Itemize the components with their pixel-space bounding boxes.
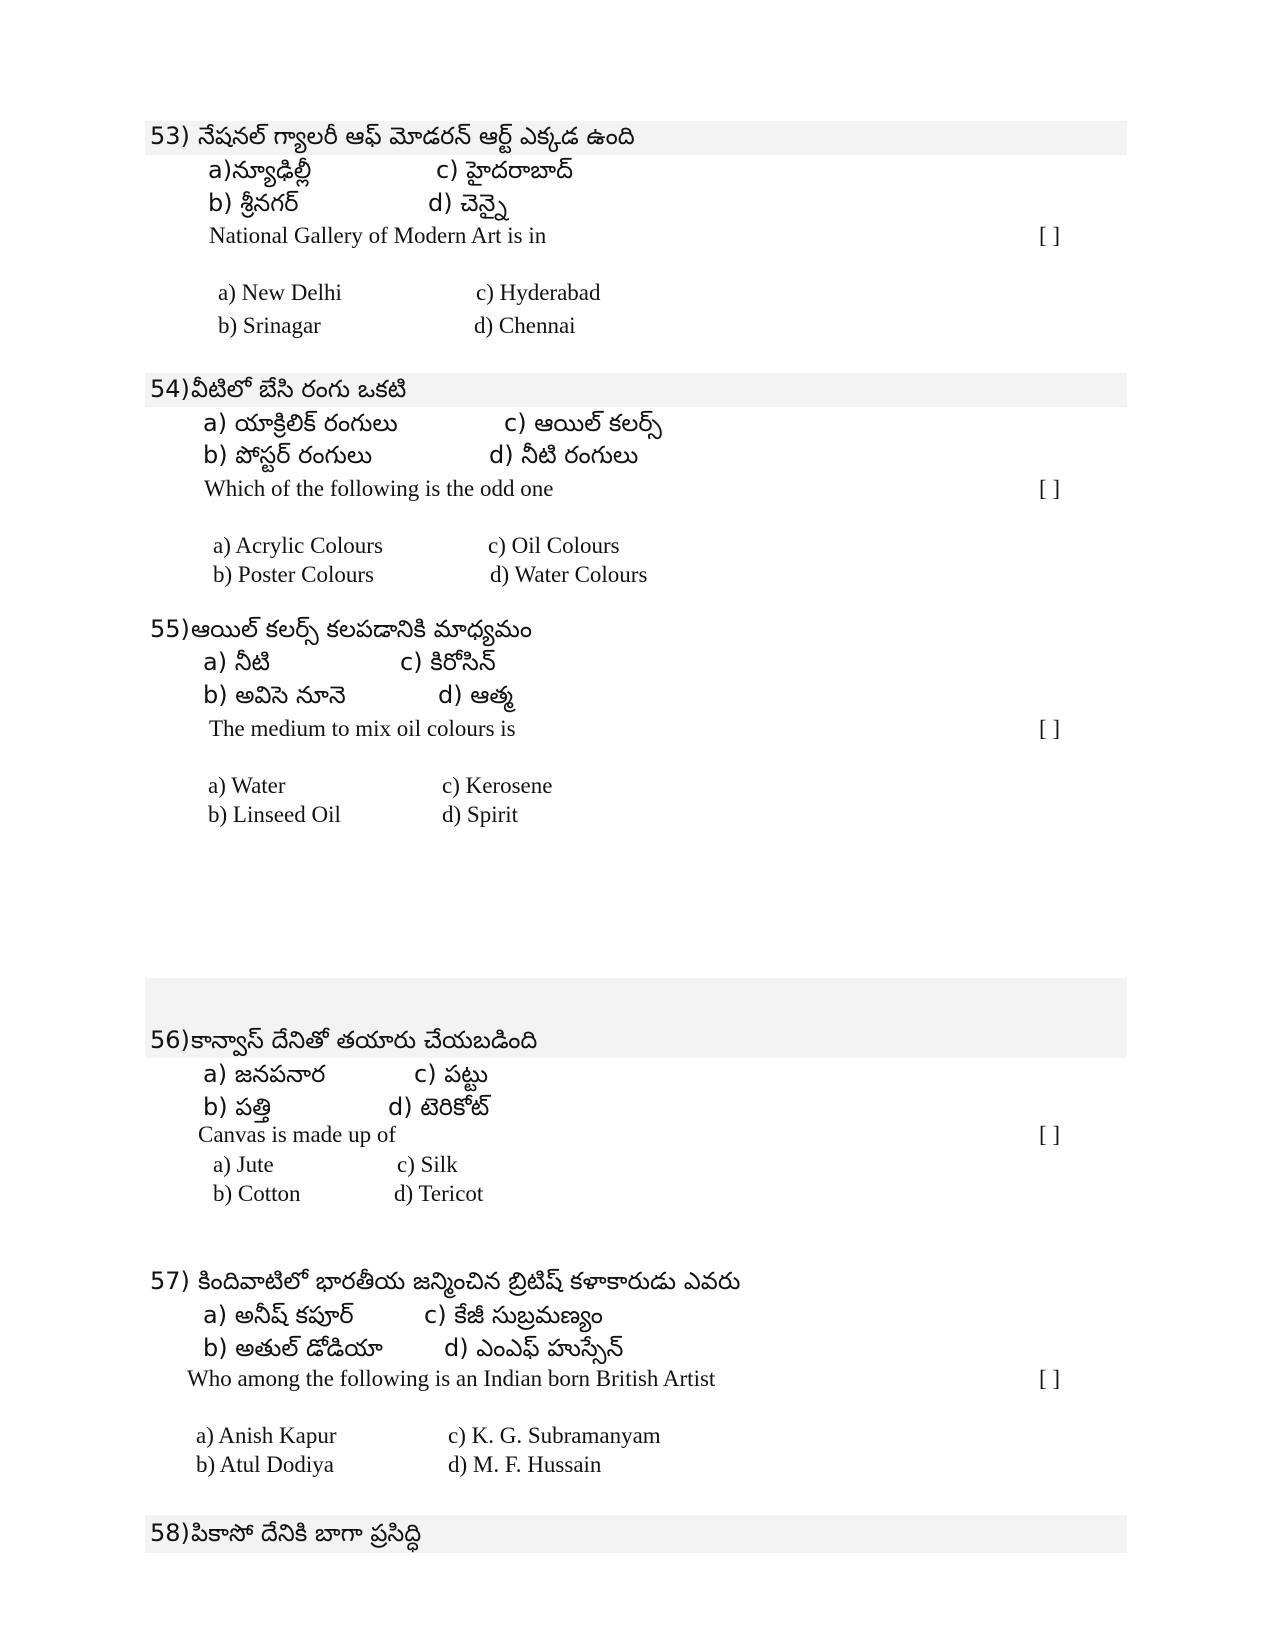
english-option-b: b) Cotton [213,1181,301,1206]
telugu-option-d: d) టెరికోట్ [388,1093,490,1121]
english-option-b: b) Poster Colours [213,562,374,587]
question-number: 56) [150,1026,190,1054]
answer-box[interactable]: [ ] [1039,223,1061,248]
question-number: 55) [150,615,190,643]
question-number: 54) [150,375,190,403]
answer-box[interactable]: [ ] [1039,716,1061,741]
telugu-question: కిందివాటిలో భారతీయ జన్మించిన బ్రిటిష్ కళాకారుడు ఎవరు [198,1267,741,1295]
question-number: 58) [150,1519,190,1547]
english-option-a: a) New Delhi [218,280,342,305]
english-option-a: a) Jute [213,1152,274,1177]
question-number: 57) [150,1267,190,1295]
telugu-question: ఆయిల్ కలర్స్ కలపడానికి మాధ్యమం [191,615,533,643]
telugu-question: నేషనల్ గ్యాలరీ ఆఫ్ మోడరన్ ఆర్ట్ ఎక్కడ ఉంది [198,122,635,150]
answer-box[interactable]: [ ] [1039,1122,1061,1147]
telugu-question: పికాసో దేనికి బాగా ప్రసిద్ధి [191,1519,422,1547]
english-option-c: c) K. G. Subramanyam [448,1423,661,1448]
telugu-option-c: c) హైదరాబాద్ [436,156,574,184]
telugu-option-a: a) అనీష్ కపూర్ [203,1301,354,1329]
telugu-option-d: d) ఎంఎఫ్ హుస్సేన్ [444,1334,624,1362]
telugu-option-d: d) చెన్నై [428,189,507,217]
telugu-option-b: b) పోస్టర్ రంగులు [203,441,373,469]
telugu-option-b: b) శ్రీనగర్ [208,189,299,217]
telugu-question: వీటిలో బేసి రంగు ఒకటి [191,375,407,403]
english-option-a: a) Water [208,773,286,798]
telugu-option-c: c) కేజీ సుబ్రమణ్యం [424,1301,603,1329]
telugu-option-d: d) ఆత్మ [438,681,514,709]
telugu-option-a: a) నీటి [203,648,271,676]
english-option-c: c) Kerosene [442,773,553,798]
english-option-b: b) Linseed Oil [208,802,341,827]
english-option-d: d) Spirit [442,802,519,827]
answer-box[interactable]: [ ] [1039,476,1061,501]
telugu-option-b: b) అవిసె నూనె [203,681,346,709]
english-question: Who among the following is an Indian born British Artist [187,1366,716,1391]
english-option-c: c) Oil Colours [488,533,620,558]
telugu-option-c: c) ఆయిల్ కలర్స్ [504,409,662,437]
english-option-a: a) Anish Kapur [196,1423,337,1448]
english-option-a: a) Acrylic Colours [213,533,383,558]
telugu-option-b: b) పత్తి [203,1093,272,1121]
english-option-b: b) Atul Dodiya [196,1452,334,1477]
answer-box[interactable]: [ ] [1039,1366,1061,1391]
telugu-option-c: c) కిరోసిన్ [400,648,496,676]
english-option-d: d) Chennai [474,313,576,338]
question-number: 53) [150,122,190,150]
telugu-option-d: d) నీటి రంగులు [489,441,639,469]
english-question: The medium to mix oil colours is [209,716,516,741]
english-question: Which of the following is the odd one [204,476,554,501]
telugu-option-a: a)న్యూఢిల్లీ [208,156,312,184]
english-option-b: b) Srinagar [218,313,321,338]
telugu-question: కాన్వాస్ దేనితో తయారు చేయబడింది [191,1026,538,1054]
english-question: Canvas is made up of [198,1122,397,1147]
english-option-c: c) Silk [397,1152,458,1177]
telugu-option-a: a) జనపనార [203,1060,326,1088]
english-option-c: c) Hyderabad [476,280,601,305]
telugu-option-b: b) అతుల్ డోడియా [203,1334,383,1362]
telugu-option-a: a) యాక్రిలిక్ రంగులు [203,409,398,437]
english-option-d: d) Water Colours [490,562,648,587]
english-option-d: d) Tericot [394,1181,484,1206]
telugu-option-c: c) పట్టు [414,1060,489,1088]
english-question: National Gallery of Modern Art is in [209,223,547,248]
english-option-d: d) M. F. Hussain [448,1452,602,1477]
